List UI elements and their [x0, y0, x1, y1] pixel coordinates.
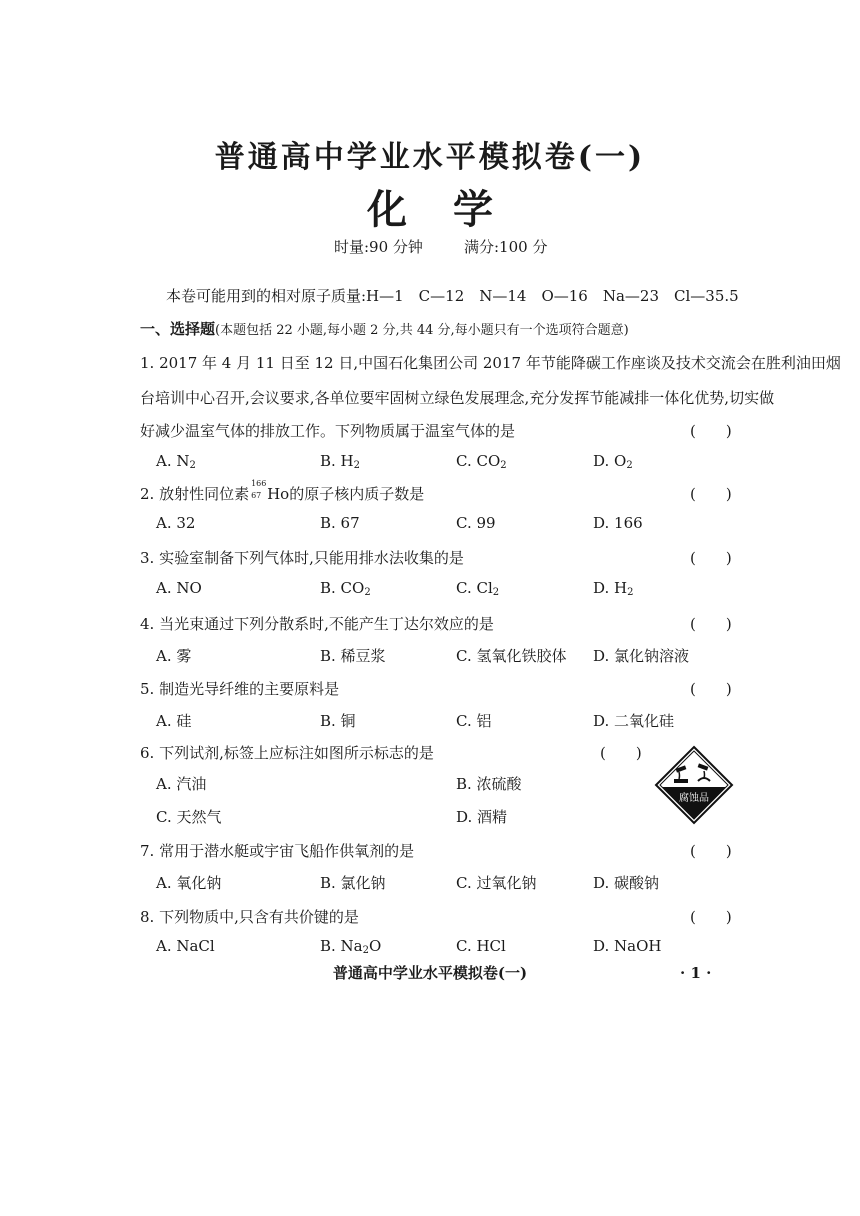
question-6: 6. 下列试剂,标签上应标注如图所示标志的是: [140, 744, 434, 762]
question-1-line-2: 台培训中心召开,会议要求,各单位要牢固树立绿色发展理念,充分发挥节能减排一体化优势,切实做: [140, 389, 775, 407]
q8-option-a: A. NaCl: [156, 937, 215, 955]
q4-option-c: C. 氢氧化铁胶体: [456, 647, 567, 665]
q1-option-a: A. $N_2$: [156, 452, 196, 471]
q2-option-d: D. 166: [593, 514, 643, 532]
q7-option-c: C. 过氧化钠: [456, 874, 537, 892]
page-number: · 1 ·: [680, 964, 712, 982]
q8-option-b: B. $Na_2O$: [320, 937, 382, 956]
answer-paren-3: ( ): [690, 549, 732, 567]
question-3: 3. 实验室制备下列气体时,只能用排水法收集的是: [140, 549, 464, 567]
q3-option-b: B. $CO_2$: [320, 579, 371, 598]
q2-option-b: B. 67: [320, 514, 360, 532]
corrosive-hazard-icon: [654, 745, 734, 825]
q6-option-d: D. 酒精: [456, 808, 508, 826]
q1-option-d: D. $O_2$: [593, 452, 633, 471]
answer-paren-1: ( ): [690, 422, 732, 440]
answer-paren-5: ( ): [690, 680, 732, 698]
answer-paren-6: ( ): [600, 744, 642, 762]
q3-option-c: C. $Cl_2$: [456, 579, 500, 598]
q3-option-a: A. NO: [156, 579, 202, 597]
q6-option-c: C. 天然气: [156, 808, 222, 826]
page-title: 普通高中学业水平模拟卷(一): [214, 140, 646, 175]
atomic-mass-note: 本卷可能用到的相对原子质量:H—1 C—12 N—14 O—16 Na—23 Cl—35.5: [166, 287, 739, 305]
q6-option-a: A. 汽油: [156, 775, 207, 793]
q8-option-d: D. NaOH: [593, 937, 662, 955]
q3-option-d: D. $H_2$: [593, 579, 634, 598]
section-note: (本题包括 22 小题,每小题 2 分,共 44 分,每小题只有一个选项符合题意): [215, 323, 629, 338]
answer-paren-2: ( ): [690, 485, 732, 503]
answer-paren-8: ( ): [690, 908, 732, 926]
question-7: 7. 常用于潜水艇或宇宙飞船作供氧剂的是: [140, 842, 415, 860]
full-score: 满分:100 分: [464, 238, 548, 256]
q6-option-b: B. 浓硫酸: [456, 775, 522, 793]
section-heading: [140, 318, 629, 339]
q2-option-a: A. 32: [156, 514, 196, 532]
question-1-line-1: 1. 2017 年 4 月 11 日至 12 日,中国石化集团公司 2017 年节能降碳工作座谈及技术交流会在胜利油田烟: [140, 354, 841, 372]
q5-option-c: C. 铝: [456, 712, 492, 730]
section-label: 一、选择题: [140, 320, 216, 338]
q7-option-a: A. 氧化钠: [156, 874, 222, 892]
q5-option-a: A. 硅: [156, 712, 192, 730]
answer-paren-7: ( ): [690, 842, 732, 860]
q1-option-b: B. $H_2$: [320, 452, 361, 471]
q7-option-b: B. 氯化钠: [320, 874, 386, 892]
subject-title: 化学: [367, 186, 539, 233]
nuclide-notation: 166 67: [251, 479, 267, 500]
answer-paren-4: ( ): [690, 615, 732, 633]
footer-title: 普通高中学业水平模拟卷(一): [332, 964, 528, 982]
question-1-line-3: 好减少温室气体的排放工作。下列物质属于温室气体的是: [140, 422, 516, 440]
question-2: 2. 放射性同位素 166 67 Ho的原子核内质子数是: [140, 479, 425, 503]
q1-option-c: C. $CO_2$: [456, 452, 507, 471]
q4-option-d: D. 氯化钠溶液: [593, 647, 690, 665]
q5-option-b: B. 铜: [320, 712, 356, 730]
question-4: 4. 当光束通过下列分散系时,不能产生丁达尔效应的是: [140, 615, 494, 633]
q5-option-d: D. 二氧化硅: [593, 712, 675, 730]
question-8: 8. 下列物质中,只含有共价键的是: [140, 908, 359, 926]
q4-option-b: B. 稀豆浆: [320, 647, 386, 665]
q4-option-a: A. 雾: [156, 647, 192, 665]
q2-option-c: C. 99: [456, 514, 496, 532]
question-5: 5. 制造光导纤维的主要原料是: [140, 680, 340, 698]
time-limit: 时量:90 分钟: [334, 238, 423, 256]
hazard-sign-label: 腐蚀品: [679, 793, 709, 804]
q8-option-c: C. HCl: [456, 937, 506, 955]
q7-option-d: D. 碳酸钠: [593, 874, 660, 892]
